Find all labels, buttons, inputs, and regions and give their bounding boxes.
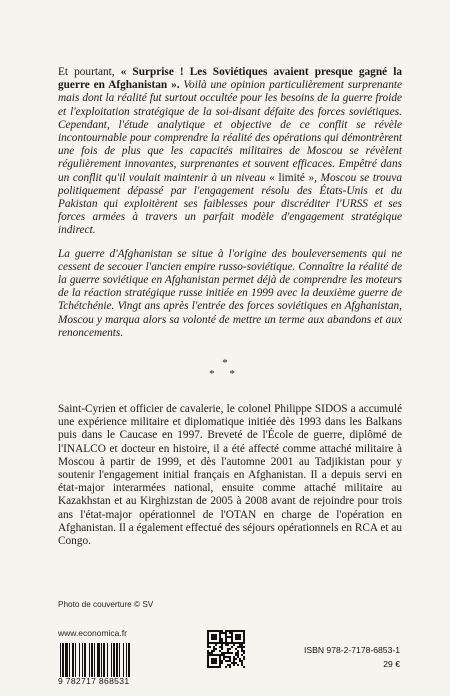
publisher-website: www.economica.fr <box>58 628 127 638</box>
blurb-text-a: Voilà une opinion particulièrement surprenante mais dont la réalité fut surtout occultée pour les besoins de la guerre froide et l'exploitation stratégique de la soi-disant défaite des forces soviétiques. Cependant, l'étude analytique et objective de ce conflit se révèle incontournable pour comprendre la réalité des opérations qui démontrèrent une fois de plus que les capacités militaires de Moscou se révèlent régulièrement innovantes, surprenantes et souvent efficaces. Empêtré dans un conflit qu'il voulait maintenir à un niveau <box>58 79 402 184</box>
blurb-limite: « limité » <box>269 171 315 184</box>
qr-code-pattern <box>207 630 245 668</box>
price: 29 € <box>383 659 400 669</box>
star-bottom: * * <box>209 368 241 380</box>
separator-stars <box>0 358 450 380</box>
blurb-paragraph-1 <box>58 66 402 238</box>
star-top: * <box>222 357 228 369</box>
qr-code <box>207 630 245 668</box>
barcode-number: 9 782717 868531 <box>58 676 130 686</box>
isbn: ISBN 978-2-7178-6853-1 <box>303 645 400 655</box>
author-bio <box>58 403 402 548</box>
barcode-bars <box>58 643 156 677</box>
blurb <box>58 66 402 340</box>
photo-credit: Photo de couverture © SV <box>58 600 154 609</box>
author-bio-text: Saint-Cyrien et officier de cavalerie, le colonel Philippe SIDOS a accumulé une expérience militaire et diplomatique initiée dès 1993 dans les Balkans puis dans le Caucase en 1997. Breveté de l'École de guerre, diplômé de l'INALCO et docteur en histoire, il a été affecté comme attaché militaire à Moscou à partir de 1999, et dès l'automne 2001 au Tadjikistan pour y soutenir l'engagement initial français en Afghanistan. Il a depuis servi en état-major interarmées national, ensuite comme attaché militaire au Kazakhstan et au Kirghizstan de 2005 à 2008 avant de rejoindre pour trois ans l'état-major opérationnel de l'OTAN en charge de l'opération en Afghanistan. Il a également effectué des séjours opérationnels en RCA et au Congo. <box>58 403 402 548</box>
blurb-paragraph-2: La guerre d'Afghanistan se situe à l'origine des bouleversements qui ne cessent de secouer l'ancien empire russo-soviétique. Connaître la réalité de la guerre soviétique en Afghanistan permet déjà de comprendre les moteurs de la réaction stratégique russe initiée en 1999 avec la deuxième guerre de Tchétchénie. Vingt ans après l'entrée des forces soviétiques en Afghanistan, Moscou y marqua alors sa volonté de mettre un terme aux abandons et aux renoncements. <box>58 247 402 339</box>
blurb-lead: Et pourtant, <box>58 66 121 78</box>
barcode <box>58 643 156 679</box>
blurb-quote: « Surprise ! Les Soviétiques avaient presque gagné la guerre en Afghanistan ». <box>58 66 402 92</box>
blurb-text-b: , Moscou se trouva politiquement dépassé par l'engagement résolu des États-Unis et du Pakistan qui exploitèrent ses faiblesses pour discréditer l'URSS et ses forces armées à travers un parfait modèle d'engagement stratégique indirect. <box>58 171 402 237</box>
